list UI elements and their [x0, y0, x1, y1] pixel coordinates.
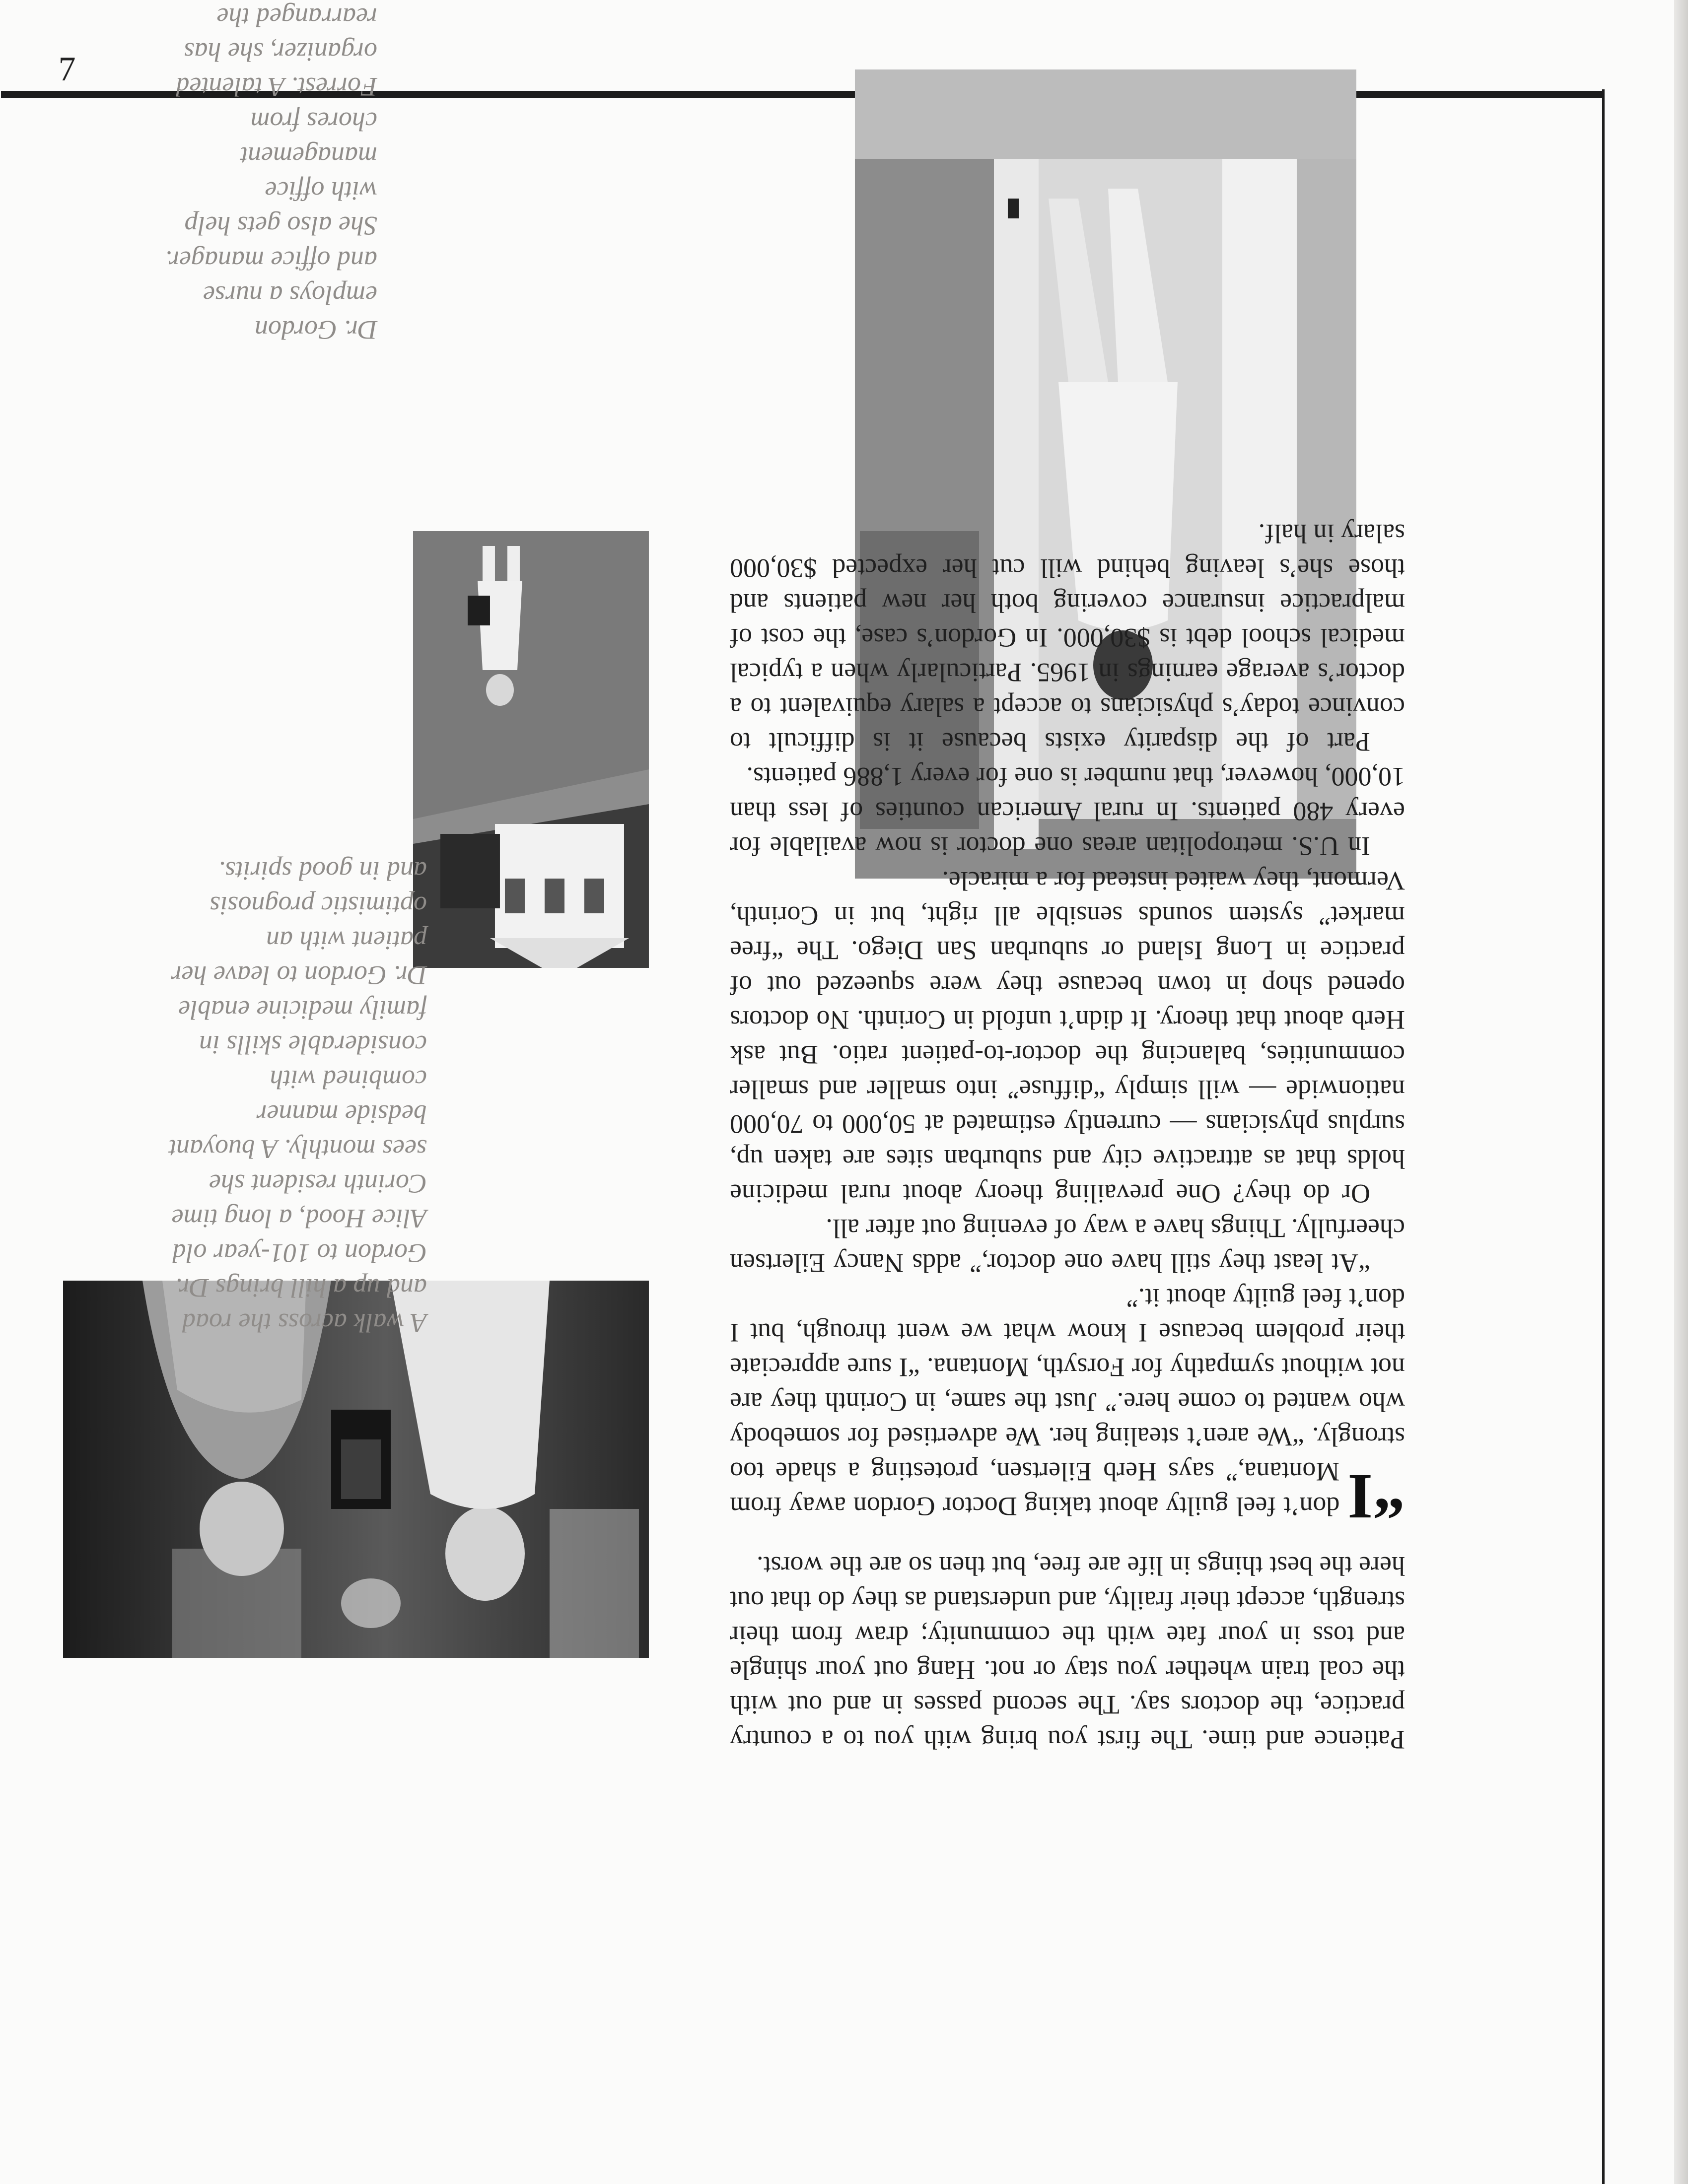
article-intro: Patience and time. The first you bring with you to a country practice, the doctors say. The second passes in and out with the coal train whether you stay or not. Hang out your shingle and toss in your fate with the community; draw from their strength, accept their frailty, and understand as they do that out here the best things in life are free, but then so are the worst. [730, 1551, 1405, 1755]
left-border-rule [1602, 89, 1605, 2184]
page-number: 7 [58, 50, 76, 88]
article-paragraph-text: don’t feel guilty about taking Doctor Gordon away from Montana,” says Herb Eilertsen, protesting a shade too strongly. “We aren’t stealing her. We advertised for somebody who wanted to come here.” Just the same, in Corinth they are not without sympathy for Forsyth, Montana. “I sure appreciate their problem because I know what we went through, but I don’t feel guilty about it.” [730, 1283, 1405, 1521]
article-paragraph [730, 1281, 1405, 1532]
article-paragraph: “At least they still have one doctor,” adds Nancy Eilertsen cheerfully. Things have a way of evening out after all. [730, 1214, 1405, 1278]
article-paragraph: Or do they? One prevailing theory about rural medicine holds that as attractive city and suburban sites are taken up, surplus physicians — currently estimated at 50,000 to 70,000 nationwide — will simply “diffuse” into smaller and smaller communities, balancing the doctor-to-patient ratio. But ask Herb about that theory. It didn’t unfold in Corinth. No doctors opened shop in town because they were squeezed out of practice in Long Island or suburban San Diego. The “free market” system sounds sensible all right, but in Corinth, Vermont, they waited instead for a miracle. [730, 866, 1405, 1209]
caption-office: Dr. Gordon employs a nurse and office manager. She also gets help with office management chores from Forrest. A talented organizer, she has rearranged the [165, 2, 377, 345]
article-paragraph: Part of the disparity exists because it is difficult to convince today’s physicians to accept a salary equivalent to a doctor’s average earnings in 1965. Particularly when a typical medical school debt is $30,000. In Gordon’s case, the cost of malpractice insurance covering both her new patients and those she’s leaving behind will cut her expected $30,000 salary in half. [730, 519, 1405, 757]
drop-cap: “I [1347, 1461, 1405, 1532]
article-paragraph: In U.S. metropolitan areas one doctor is now available for every 480 patients. In rural American counties of less than 10,000, however, that number is one for every 1,886 patients. [730, 762, 1405, 861]
article-body [730, 516, 1405, 1757]
caption-walk: A walk across the road and up a hill brings Dr. Gordon to 101-year old Alice Hood, a long time Corinth resident she sees monthly. A buoyant bedside manner combined with considerable skills in family medicine enable Dr. Gordon to leave her patient with an optimistic prognosis and in good spirits. [169, 856, 427, 1338]
photo-hill-walk [413, 531, 649, 968]
